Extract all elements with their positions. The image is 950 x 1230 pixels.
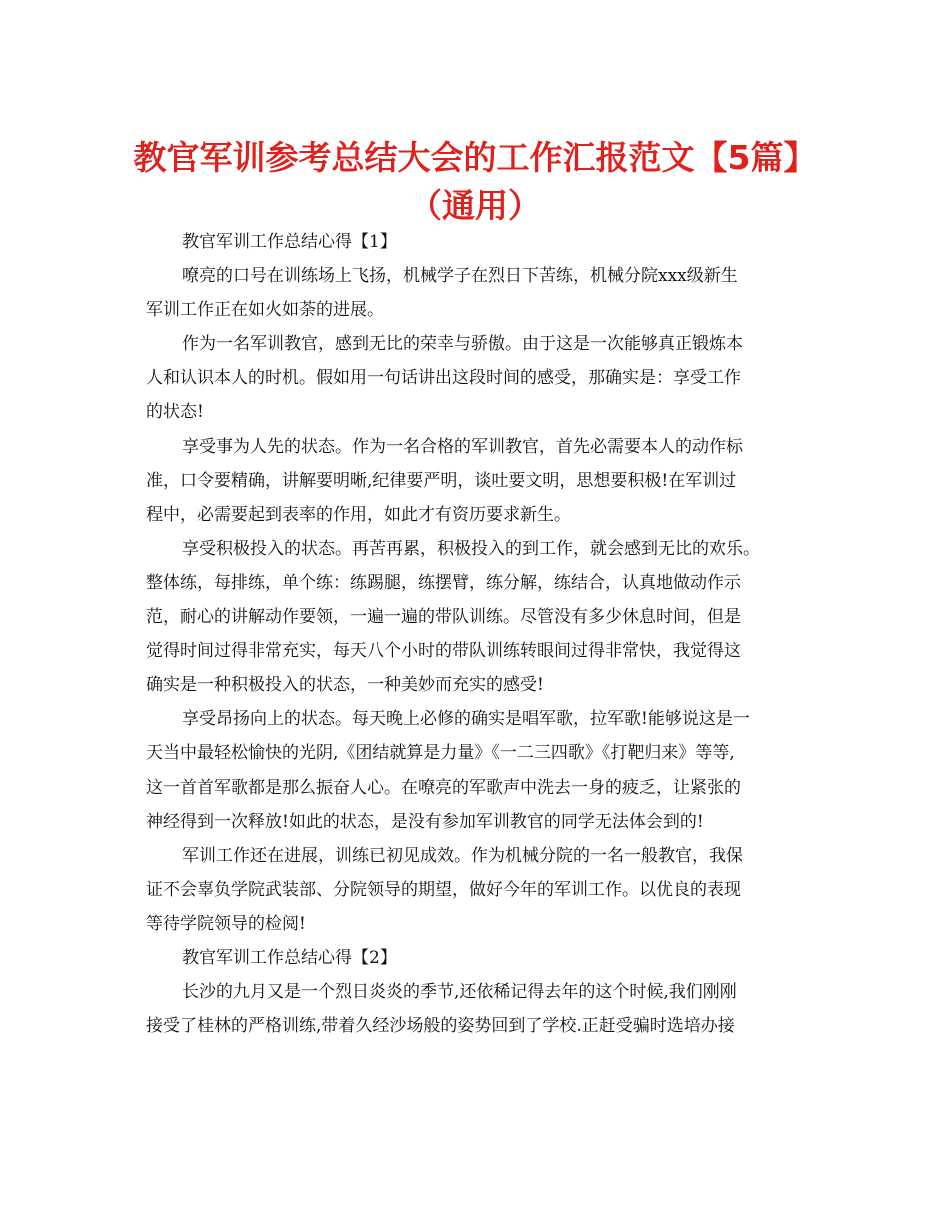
text-line: 整体练，每排练，单个练：练踢腿，练摆臂，练分解，练结合，认真地做动作示 bbox=[146, 572, 741, 593]
text-line: 军训工作正在如火如荼的进展。 bbox=[146, 300, 384, 321]
text-line: 范，耐心的讲解动作要领，一遍一遍的带队训练。尽管没有多少休息时间，但是 bbox=[146, 607, 741, 628]
text-line: 等待学院领导的检阅! bbox=[146, 913, 306, 934]
text-line: 确实是一种积极投入的状态，一种美妙而充实的感受! bbox=[146, 675, 544, 696]
text-line: 人和认识本人的时机。假如用一句话讲出这段时间的感受，那确实是：享受工作 bbox=[146, 368, 741, 389]
text-line: 的状态! bbox=[146, 402, 204, 423]
text-line: 享受积极投入的状态。再苦再累，积极投入的到工作，就会感到无比的欢乐。 bbox=[182, 538, 760, 559]
text-line: 准，口令要精确，讲解要明晰,纪律要严明，谈吐要文明，思想要积极!在军训过 bbox=[146, 470, 737, 491]
text-line: 教官军训工作总结心得【2】 bbox=[182, 947, 397, 968]
text-line: 接受了桂林的严格训练,带着久经沙场般的姿势回到了学校.正赶受骗时选培办接 bbox=[146, 1016, 735, 1037]
text-line: 神经得到一次释放!如此的状态，是没有参加军训教官的同学无法体会到的! bbox=[146, 811, 704, 832]
text-line: 这一首首军歌都是那么振奋人心。在嘹亮的军歌声中洗去一身的疲乏，让紧张的 bbox=[146, 777, 741, 798]
text-line: 作为一名军训教官，感到无比的荣幸与骄傲。由于这是一次能够真正锻炼本 bbox=[182, 334, 743, 355]
text-line: 享受昂扬向上的状态。每天晚上必修的确实是唱军歌，拉军歌!能够说这是一 bbox=[182, 709, 750, 730]
text-line: 证不会辜负学院武装部、分院领导的期望，做好今年的军训工作。以优良的表现 bbox=[146, 879, 741, 900]
text-line: 天当中最轻松愉快的光阴,《团结就算是力量》《一二三四歌》《打靶归来》等等, bbox=[146, 743, 735, 764]
text-line: 享受事为人先的状态。作为一名合格的军训教官，首先必需要本人的动作标 bbox=[182, 436, 743, 457]
text-line: 教官军训工作总结心得【1】 bbox=[182, 232, 397, 252]
text-line: 觉得时间过得非常充实，每天八个小时的带队训练转眼间过得非常快，我觉得这 bbox=[146, 641, 741, 662]
text-line: 程中，必需要起到表率的作用，如此才有资历要求新生。 bbox=[146, 504, 571, 525]
text-line: 长沙的九月又是一个烈日炎炎的季节,还依稀记得去年的这个时候,我们刚刚 bbox=[182, 982, 737, 1003]
document-title: 教官军训参考总结大会的工作汇报范文【5篇】 bbox=[133, 138, 817, 177]
document-title-subtitle: （通用） bbox=[409, 186, 541, 225]
text-line: 嘹亮的口号在训练场上飞扬，机械学子在烈日下苦练，机械分院xxx级新生 bbox=[182, 266, 738, 287]
document-body bbox=[146, 225, 822, 1043]
text-line: 军训工作还在进展，训练已初见成效。作为机械分院的一名一般教官，我保 bbox=[182, 845, 743, 866]
